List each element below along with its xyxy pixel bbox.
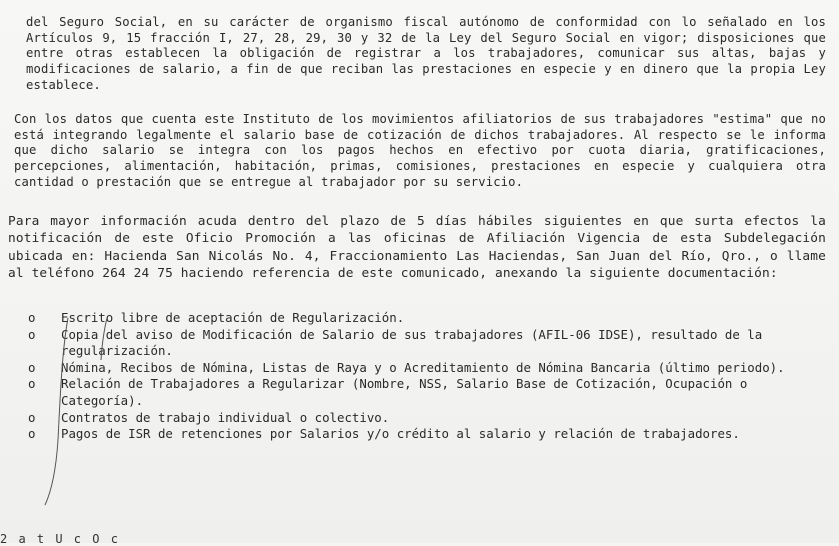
paragraph-legal-basis: del Seguro Social, en su carácter de organismo fiscal autónomo de conformidad con lo señalado en los Artículos 9, 15 fracción I, 27, 28, 29, 30 y 32 de la Ley del Seguro Social en vigor; disposiciones que entre otras establecen la obligación de registrar a los trabajadores, comunicar sus altas, bajas y modificaciones de salario, a fin de que reciban las prestaciones en especie y en dinero que la propia Ley establece. (26, 15, 826, 92)
paragraph-salary-estimate: Con los datos que cuenta este Instituto de los movimientos afiliatorios de sus trabajadores "estima" que no está integrando legalmente el salario base de cotización de dichos trabajadores. Al respecto se le informa que dicho salario se integra con los pagos hechos en efectivo por cuota diaria, gratificaciones, percepciones, alimentación, habitación, primas, comisiones, prestaciones en especie y cualquiera otra cantidad o prestación que se entregue al trabajador por su servicio. (14, 112, 826, 189)
list-item: o Nómina, Recibos de Nómina, Listas de Raya y o Acreditamiento de Nómina Bancaria (último periodo). (28, 360, 813, 377)
list-item: o Contratos de trabajo individual o colectivo. (28, 410, 813, 427)
footer-fragment: 2 a t U c O c (0, 532, 120, 546)
list-item: o Copia del aviso de Modificación de Salario de sus trabajadores (AFIL-06 IDSE), resultado de la regularización. (28, 327, 813, 360)
required-documents-list (28, 310, 813, 443)
paragraph-more-info: Para mayor información acuda dentro del plazo de 5 días hábiles siguientes en que surta efectos la notificación de este Oficio Promoción a las oficinas de Afiliación Vigencia de esta Subdelegación ubicada en: Hacienda San Nicolás No. 4, Fraccionamiento Las Haciendas, San Juan del Río, Qro., o llame al teléfono 264 24 75 haciendo referencia de este comunicado, anexando la siguiente documentación: (8, 213, 826, 282)
list-item: o Pagos de ISR de retenciones por Salarios y/o crédito al salario y relación de trabajadores. (28, 426, 813, 443)
list-item: o Relación de Trabajadores a Regularizar (Nombre, NSS, Salario Base de Cotización, Ocupación o Categoría). (28, 376, 813, 409)
list-item: o Escrito libre de aceptación de Regularización. (28, 310, 813, 327)
